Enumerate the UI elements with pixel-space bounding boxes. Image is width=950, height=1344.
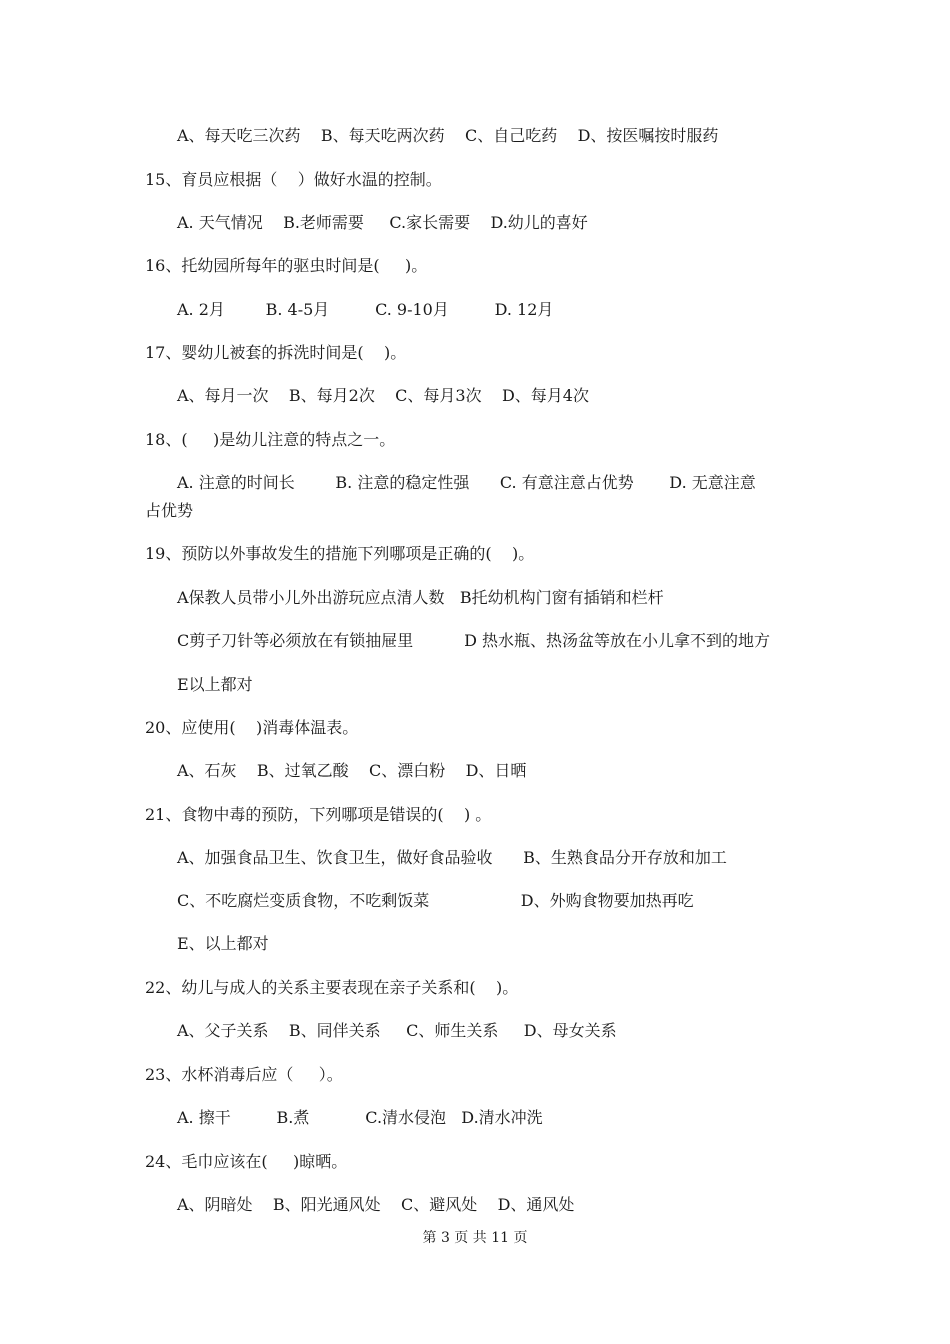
- option-line: A. 擦干 B.煮 C.清水侵泡 D.清水冲洗: [177, 1108, 543, 1127]
- question-line: 22、幼儿与成人的关系主要表现在亲子关系和( )。: [145, 978, 519, 997]
- option-line: A. 天气情况 B.老师需要 C.家长需要 D.幼儿的喜好: [177, 213, 588, 232]
- question-line: 23、水杯消毒后应（ ）。: [145, 1065, 343, 1084]
- option-line: A、加强食品卫生、饮食卫生，做好食品验收 B、生熟食品分开存放和加工: [177, 848, 727, 867]
- question-line: 24、毛巾应该在( )晾晒。: [145, 1152, 348, 1171]
- continuation-line: 占优势: [145, 501, 194, 520]
- option-line: E、以上都对: [177, 934, 269, 953]
- option-line: A、每天吃三次药 B、每天吃两次药 C、自己吃药 D、按医嘱按时服药: [177, 126, 719, 145]
- option-line: A、阴暗处 B、阳光通风处 C、避风处 D、通风处: [177, 1195, 575, 1214]
- option-line: C剪子刀针等必须放在有锁抽屉里 D 热水瓶、热汤盆等放在小儿拿不到的地方: [177, 631, 771, 650]
- question-line: 18、( )是幼儿注意的特点之一。: [145, 430, 396, 449]
- question-line: 21、食物中毒的预防，下列哪项是错误的( ) 。: [145, 805, 492, 824]
- option-line: A保教人员带小儿外出游玩应点清人数 B托幼机构门窗有插销和栏杆: [177, 588, 664, 607]
- option-line: A. 2月 B. 4-5月 C. 9-10月 D. 12月: [177, 300, 554, 319]
- option-line: A. 注意的时间长 B. 注意的稳定性强 C. 有意注意占优势 D. 无意注意: [177, 473, 756, 492]
- question-line: 16、托幼园所每年的驱虫时间是( )。: [145, 256, 428, 275]
- option-line: A、每月一次 B、每月2次 C、每月3次 D、每月4次: [177, 386, 589, 405]
- option-line: C、不吃腐烂变质食物，不吃剩饭菜 D、外购食物要加热再吃: [177, 891, 694, 910]
- question-line: 20、应使用( )消毒体温表。: [145, 718, 359, 737]
- page-footer: 第 3 页 共 11 页: [422, 1230, 528, 1246]
- option-line: A、石灰 B、过氧乙酸 C、漂白粉 D、日晒: [177, 761, 527, 780]
- question-line: 19、预防以外事故发生的措施下列哪项是正确的( )。: [145, 544, 535, 563]
- question-line: 17、婴幼儿被套的拆洗时间是( )。: [145, 343, 407, 362]
- option-line: E以上都对: [177, 675, 253, 694]
- option-line: A、父子关系 B、同伴关系 C、师生关系 D、母女关系: [177, 1021, 617, 1040]
- question-line: 15、育员应根据（ ）做好水温的控制。: [145, 170, 442, 189]
